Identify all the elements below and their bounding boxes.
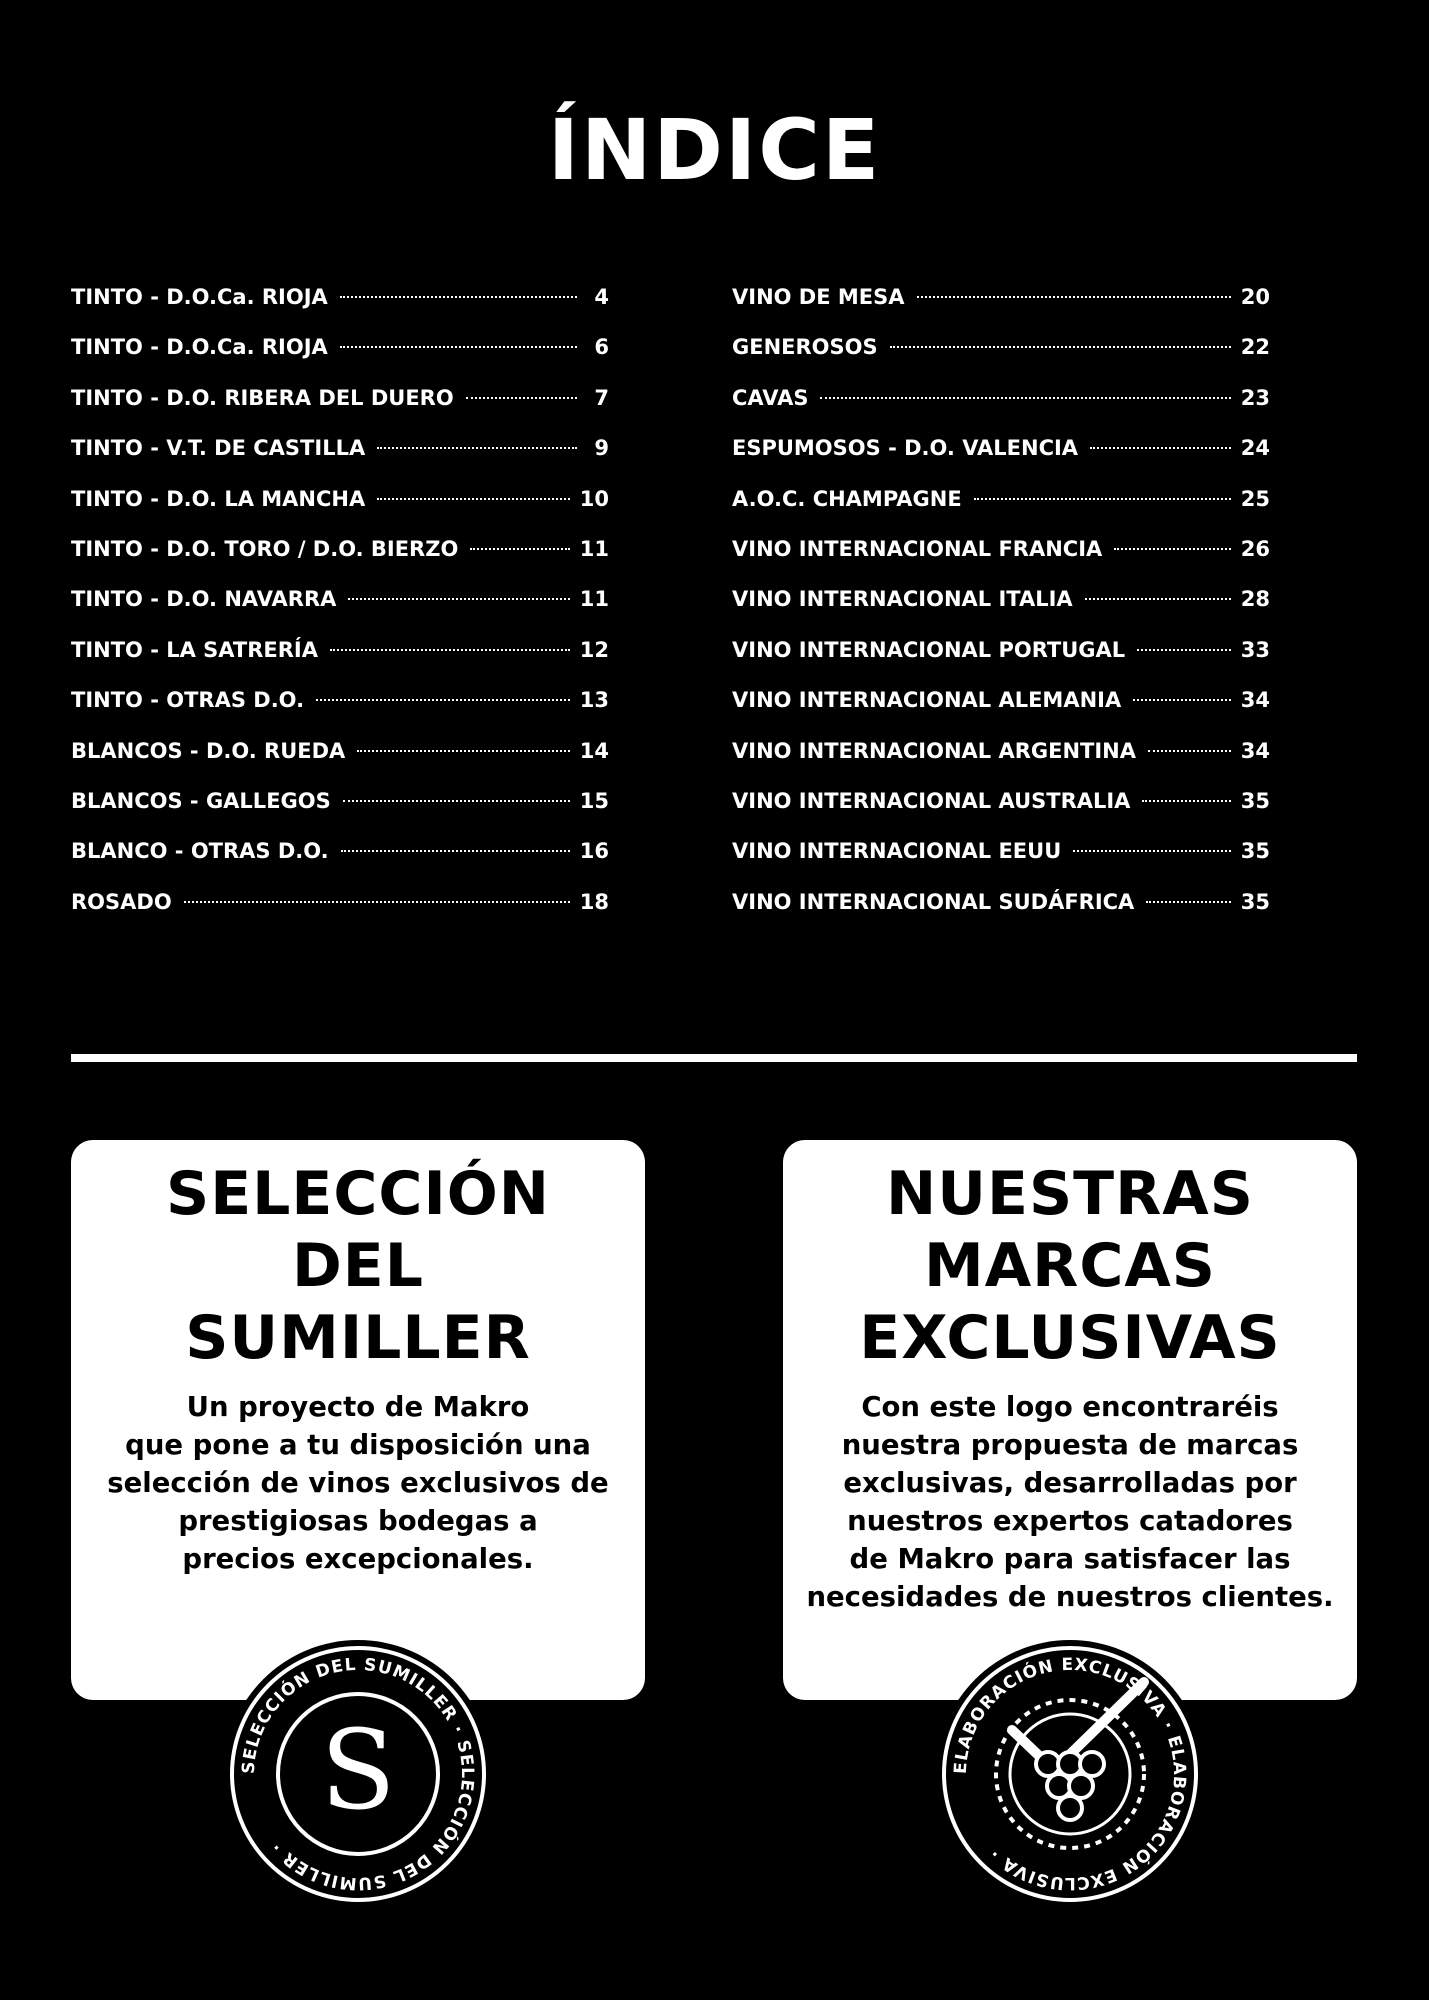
toc-dot-leader — [1090, 447, 1231, 449]
toc-entry — [71, 739, 609, 789]
toc-dot-leader — [1133, 699, 1231, 701]
marcas-exclusivas-card — [783, 1140, 1357, 1700]
toc-dot-leader — [1142, 800, 1230, 802]
toc-entry-label: ROSADO — [71, 889, 172, 914]
toc-entry-label: VINO INTERNACIONAL PORTUGAL — [732, 637, 1126, 662]
toc-entry-label: A.O.C. CHAMPAGNE — [732, 486, 962, 511]
toc-entry — [732, 487, 1270, 537]
toc-dot-leader — [1146, 901, 1230, 903]
card-title-line: MARCAS — [923, 1231, 1217, 1301]
toc-dot-leader — [316, 699, 570, 701]
toc-entry-page: 34 — [1240, 688, 1270, 713]
toc-entry — [732, 638, 1270, 688]
toc-left-column — [71, 285, 609, 940]
toc-dot-leader — [1148, 750, 1231, 752]
toc-entry-page: 35 — [1240, 788, 1270, 813]
card-title-line: DEL — [291, 1231, 425, 1301]
card-text-line: Con este logo encontraréis — [861, 1391, 1279, 1423]
card-title-line: EXCLUSIVAS — [859, 1303, 1281, 1373]
toc-dot-leader — [357, 750, 569, 752]
toc-entry-page: 22 — [1240, 335, 1270, 360]
toc-entry — [71, 638, 609, 688]
toc-dot-leader — [340, 296, 577, 298]
toc-dot-leader — [330, 649, 570, 651]
toc-entry-page: 24 — [1240, 436, 1270, 461]
toc-entry — [71, 688, 609, 738]
card-text-line: que pone a tu disposición una — [125, 1429, 591, 1461]
toc-entry-label: VINO INTERNACIONAL ITALIA — [732, 587, 1073, 612]
toc-entry — [71, 386, 609, 436]
toc-dot-leader — [470, 548, 569, 550]
card-title-line: SUMILLER — [185, 1303, 531, 1373]
toc-entry — [732, 285, 1270, 335]
card-text-line: necesidades de nuestros clientes. — [806, 1581, 1334, 1613]
toc-dot-leader — [348, 598, 569, 600]
toc-entry-label: TINTO - LA SATRERÍA — [71, 637, 318, 662]
toc-entry — [71, 587, 609, 637]
card-text-line: nuestros expertos catadores — [847, 1505, 1293, 1537]
card-text-line: exclusivas, desarrolladas por — [843, 1467, 1297, 1499]
toc-entry — [732, 739, 1270, 789]
toc-entry-page: 16 — [579, 839, 609, 864]
toc-entry — [71, 335, 609, 385]
toc-entry-label: TINTO - V.T. DE CASTILLA — [71, 436, 366, 461]
toc-entry-label: TINTO - D.O.Ca. RIOJA — [71, 335, 328, 360]
toc-entry-page: 18 — [579, 889, 609, 914]
toc-entry-page: 4 — [594, 285, 609, 309]
toc-entry-label: BLANCO - OTRAS D.O. — [71, 839, 329, 864]
card-description — [91, 1388, 625, 1578]
card-text-line: nuestra propuesta de marcas — [841, 1429, 1299, 1461]
card-title-line: SELECCIÓN — [165, 1159, 551, 1229]
toc-entry — [71, 537, 609, 587]
toc-entry — [71, 436, 609, 486]
toc-dot-leader — [341, 850, 570, 852]
toc-entry — [732, 537, 1270, 587]
toc-entry-page: 20 — [1240, 285, 1270, 309]
toc-entry-label: VINO DE MESA — [732, 285, 905, 309]
card-title — [783, 1158, 1357, 1374]
toc-entry-page: 28 — [1240, 587, 1270, 612]
page-title: ÍNDICE — [547, 101, 882, 199]
toc-entry-page: 25 — [1240, 486, 1270, 511]
toc-entry-label: VINO INTERNACIONAL SUDÁFRICA — [732, 889, 1135, 914]
toc-entry — [732, 688, 1270, 738]
card-text-line: Un proyecto de Makro — [186, 1391, 530, 1423]
toc-entry-page: 35 — [1240, 889, 1270, 914]
toc-entry — [732, 789, 1270, 839]
toc-entry-label: GENEROSOS — [732, 335, 878, 360]
toc-entry-label: VINO INTERNACIONAL ALEMANIA — [732, 688, 1122, 713]
toc-entry-page: 11 — [579, 587, 609, 612]
card-description — [803, 1388, 1337, 1616]
toc-dot-leader — [1114, 548, 1230, 550]
card-text-line: precios excepcionales. — [182, 1543, 534, 1575]
toc-entry-label: TINTO - D.O.Ca. RIOJA — [71, 285, 328, 309]
toc-entry-page: 14 — [579, 738, 609, 763]
toc-dot-leader — [343, 800, 570, 802]
card-title-line: NUESTRAS — [886, 1159, 1254, 1229]
card-text-line: prestigiosas bodegas a — [178, 1505, 538, 1537]
toc-entry-label: VINO INTERNACIONAL EEUU — [732, 839, 1062, 864]
toc-entry-label: CAVAS — [732, 385, 809, 410]
toc-dot-leader — [890, 346, 1231, 348]
toc-dot-leader — [820, 397, 1230, 399]
toc-dot-leader — [466, 397, 577, 399]
toc-dot-leader — [377, 498, 570, 500]
toc-entry-page: 7 — [594, 385, 609, 410]
toc-entry-page: 9 — [594, 436, 609, 461]
toc-entry-page: 26 — [1240, 536, 1270, 561]
toc-entry-label: VINO INTERNACIONAL FRANCIA — [732, 536, 1103, 561]
toc-entry — [732, 839, 1270, 889]
toc-entry — [71, 839, 609, 889]
toc-dot-leader — [974, 498, 1231, 500]
toc-dot-leader — [917, 296, 1231, 298]
toc-entry-page: 12 — [579, 637, 609, 662]
toc-entry-page: 13 — [579, 688, 609, 713]
toc-entry-page: 33 — [1240, 637, 1270, 662]
sumiller-seal-icon — [222, 1638, 494, 1910]
toc-entry — [71, 285, 609, 335]
toc-entry-label: TINTO - OTRAS D.O. — [71, 688, 305, 713]
seal-ring-text: ELABORACIÓN EXCLUSIVA · ELABORACIÓN EXCLUSIVA · — [950, 1654, 1190, 1894]
seal-ring-text: SELECCIÓN DEL SUMILLER · SELECCIÓN DEL SUMILLER · — [238, 1654, 478, 1894]
toc-entry-label: ESPUMOSOS - D.O. VALENCIA — [732, 436, 1079, 461]
toc-dot-leader — [1137, 649, 1231, 651]
toc-entry-page: 6 — [594, 335, 609, 360]
toc-entry — [732, 335, 1270, 385]
toc-entry — [732, 890, 1270, 940]
toc-entry — [71, 890, 609, 940]
section-divider — [71, 1054, 1357, 1062]
seleccion-sumiller-card — [71, 1140, 645, 1700]
toc-entry — [71, 789, 609, 839]
toc-entry — [732, 436, 1270, 486]
toc-entry-page: 34 — [1240, 738, 1270, 763]
toc-dot-leader — [1073, 850, 1231, 852]
toc-entry — [732, 386, 1270, 436]
card-text-line: de Makro para satisfacer las — [849, 1543, 1291, 1575]
toc-entry-page: 23 — [1240, 385, 1270, 410]
toc-dot-leader — [377, 447, 577, 449]
toc-dot-leader — [1085, 598, 1231, 600]
toc-entry-label: TINTO - D.O. TORO / D.O. BIERZO — [71, 536, 459, 561]
toc-entry-label: TINTO - D.O. LA MANCHA — [71, 486, 366, 511]
toc-entry-label: VINO INTERNACIONAL AUSTRALIA — [732, 788, 1131, 813]
toc-entry-label: BLANCOS - D.O. RUEDA — [71, 738, 346, 763]
toc-entry-label: TINTO - D.O. NAVARRA — [71, 587, 337, 612]
toc-dot-leader — [184, 901, 570, 903]
toc-dot-leader — [340, 346, 577, 348]
card-text-line: selección de vinos exclusivos de — [107, 1467, 609, 1499]
toc-right-column — [732, 285, 1270, 940]
seal-letter: S — [320, 1706, 396, 1834]
elaboracion-exclusiva-seal-icon — [934, 1638, 1206, 1910]
toc-entry-label: VINO INTERNACIONAL ARGENTINA — [732, 738, 1137, 763]
toc-entry-page: 15 — [579, 788, 609, 813]
toc-entry-page: 35 — [1240, 839, 1270, 864]
toc-entry — [732, 587, 1270, 637]
toc-entry-label: TINTO - D.O. RIBERA DEL DUERO — [71, 385, 454, 410]
toc-entry — [71, 487, 609, 537]
toc-entry-label: BLANCOS - GALLEGOS — [71, 788, 331, 813]
toc-entry-page: 10 — [579, 486, 609, 511]
toc-entry-page: 11 — [579, 536, 609, 561]
card-title — [71, 1158, 645, 1374]
